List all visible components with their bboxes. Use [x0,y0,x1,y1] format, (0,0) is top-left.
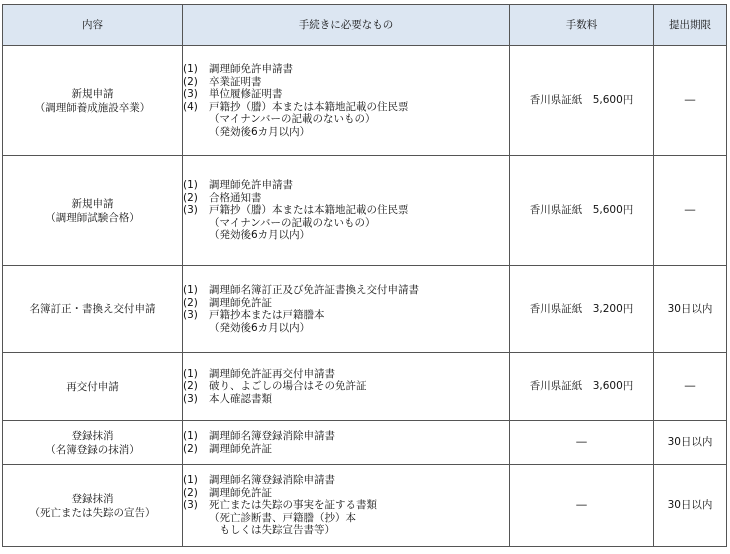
fee-value: ― [510,421,654,465]
document-item: (1) 調理師名簿訂正及び免許証書換え交付申請書 [183,284,419,296]
document-note: （死亡診断書、戸籍謄（抄）本 [209,511,356,524]
document-note: （マイナンバーの記載のないもの） [209,216,376,229]
deadline-value: 30日以内 [654,465,727,547]
document-note: （発効後6カ月以内） [209,125,311,138]
header-required-documents: 手続きに必要なもの [183,5,510,46]
document-note: （発効後6カ月以内） [209,229,311,242]
table-row [3,266,727,353]
fee-value: 香川県証紙 3,200円 [510,266,654,353]
procedure-name: 新規申請 （調理師試験合格） [3,156,183,266]
table-row [3,156,727,266]
procedure-name: 登録抹消 （死亡または失踪の宣告） [3,465,183,547]
document-item: (1) 調理師免許申請書 [183,63,293,75]
header-deadline: 提出期限 [654,5,727,46]
document-item: (3) 戸籍抄本または戸籍謄本 [183,309,325,321]
deadline-value: ― [654,353,727,421]
document-item: (4) 戸籍抄（謄）本または本籍地記載の住民票 [183,100,409,113]
table-row [3,465,727,547]
deadline-value: ― [654,156,727,266]
fee-value: 香川県証紙 5,600円 [510,46,654,156]
document-item: (3) 本人確認書類 [183,392,272,405]
required-documents [183,156,510,266]
document-item: (2) 卒業証明書 [183,75,262,88]
fee-value: 香川県証紙 3,600円 [510,353,654,421]
procedure-table [2,4,727,547]
fee-value: 香川県証紙 5,600円 [510,156,654,266]
document-item: (2) 調理師免許証 [183,442,272,455]
deadline-value: 30日以内 [654,266,727,353]
header-content: 内容 [3,5,183,46]
required-documents [183,353,510,421]
required-documents [183,266,510,353]
fee-value: ― [510,465,654,547]
document-item: (1) 調理師名簿登録消除申請書 [183,474,335,487]
table-row [3,421,727,465]
procedure-name: 名簿訂正・書換え交付申請 [3,266,183,353]
document-note: （発効後6カ月以内） [209,321,311,334]
required-documents [183,46,510,156]
document-item: (2) 破り、よごしの場合はその免許証 [183,380,367,393]
deadline-value: 30日以内 [654,421,727,465]
document-item: (1) 調理師名簿登録消除申請書 [183,430,335,442]
procedure-name: 新規申請 （調理師養成施設卒業） [3,46,183,156]
document-note: もしくは失踪宣告書等） [209,524,335,537]
deadline-value: ― [654,46,727,156]
procedure-name: 再交付申請 [3,353,183,421]
required-documents [183,465,510,547]
document-note: （マイナンバーの記載のないもの） [209,113,376,125]
document-item: (2) 調理師免許証 [183,296,272,309]
required-documents [183,421,510,465]
document-item: (2) 調理師免許証 [183,486,272,499]
document-item: (3) 単位履修証明書 [183,88,283,100]
document-item: (3) 死亡または失踪の事実を証する書類 [183,499,377,512]
document-item: (2) 合格通知書 [183,191,262,204]
document-item: (1) 調理師免許証再交付申請書 [183,367,335,380]
document-item: (1) 調理師免許申請書 [183,179,293,192]
procedure-name: 登録抹消 （名簿登録の抹消） [3,421,183,465]
table-row [3,353,727,421]
table-row [3,46,727,156]
header-fee: 手数料 [510,5,654,46]
document-item: (3) 戸籍抄（謄）本または本籍地記載の住民票 [183,204,409,217]
header-row [3,5,727,46]
